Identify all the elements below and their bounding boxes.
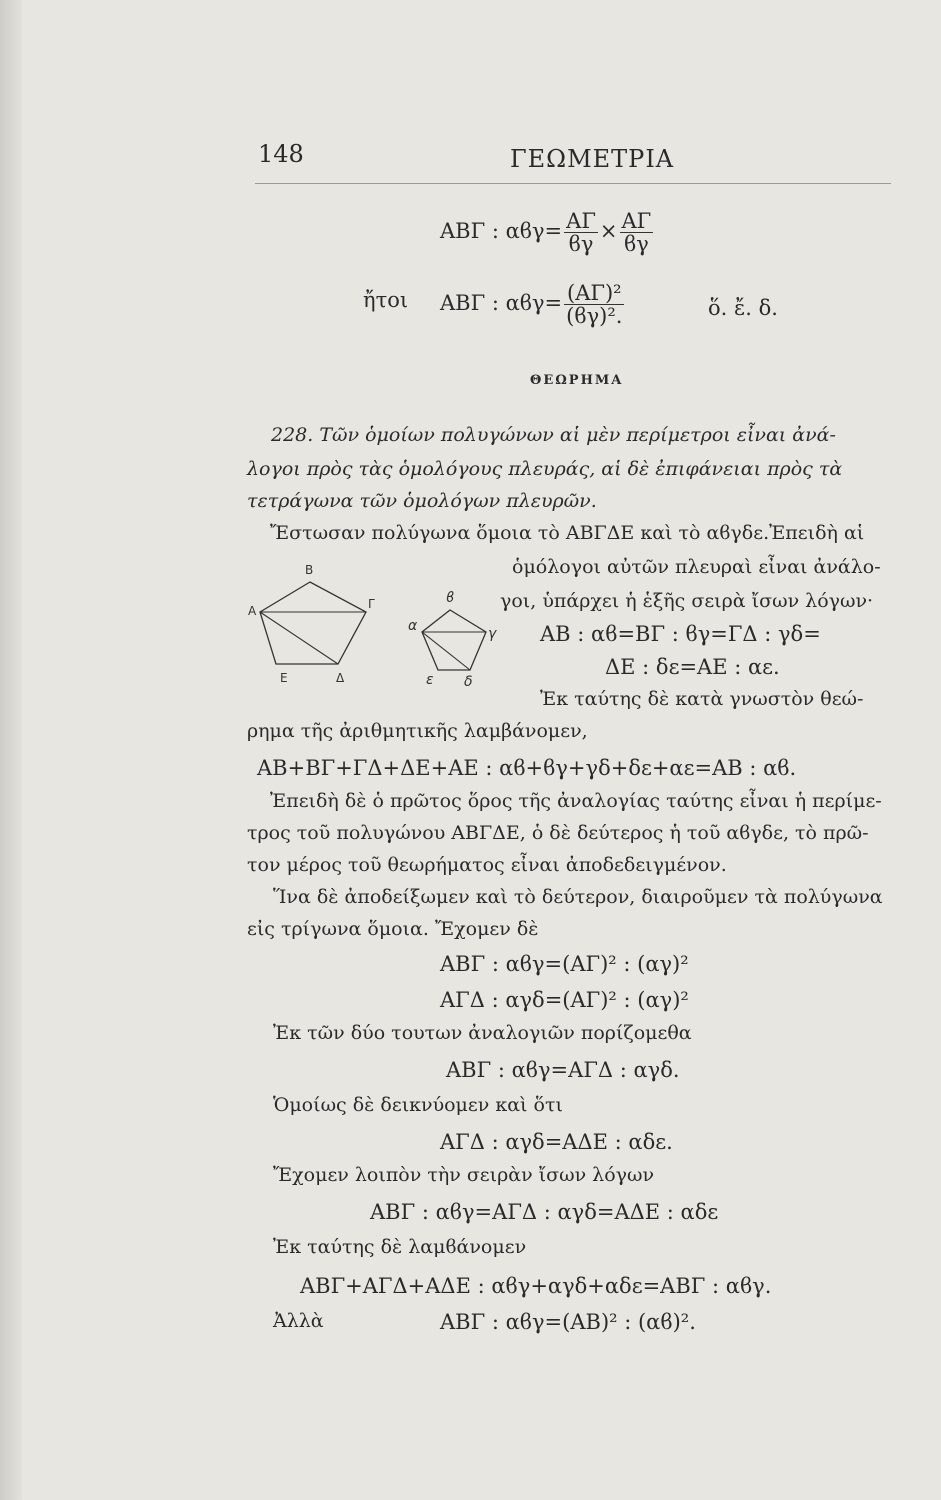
text-line-19: Ἐκ τῶν δύο τουτων ἀναλογιῶν πορίζομεθα bbox=[273, 1022, 692, 1044]
eq2-den-end: . bbox=[615, 304, 623, 329]
eq2-fraction bbox=[564, 282, 624, 327]
eq1-frac2-num: ΑΓ bbox=[621, 209, 652, 233]
text-line-23: Ἔχομεν λοιπὸν τὴν σειρὰν ἴσων λόγων bbox=[273, 1164, 655, 1186]
text-line-6: γοι, ὑπάρχει ἡ ἑξῆς σειρὰ ἴσων λόγων· bbox=[500, 590, 874, 612]
area-equation-7: ΑΒΓ : αϐγ=(ΑΒ)² : (αϐ)². bbox=[440, 1310, 696, 1334]
text-line-5: ὁμόλογοι αὐτῶν πλευραὶ εἶναι ἀνάλο- bbox=[512, 556, 881, 578]
eq1-frac2-den: ϐγ bbox=[623, 232, 649, 257]
area-equation-4: ΑΓΔ : αγδ=ΑΔΕ : αδε. bbox=[440, 1130, 673, 1154]
label-A: Α bbox=[248, 604, 257, 618]
label-a-small: α bbox=[408, 618, 418, 634]
area-equation-2: ΑΓΔ : αγδ=(ΑΓ)² : (αγ)² bbox=[440, 988, 689, 1012]
label-B: Β bbox=[305, 563, 314, 577]
equation-2 bbox=[440, 282, 626, 327]
page-edge bbox=[0, 0, 22, 1500]
perimeter-equation: ΑΒ+ΒΓ+ΓΔ+ΔΕ+ΑΕ : αϐ+ϐγ+γδ+δε+αε=ΑΒ : αϐ. bbox=[257, 756, 797, 780]
area-equation-6: ΑΒΓ+ΑΓΔ+ΑΔΕ : αϐγ+αγδ+αδε=ΑΒΓ : αϐγ. bbox=[300, 1274, 772, 1298]
label-E: Ε bbox=[280, 671, 288, 685]
text-line-16: εἰς τρίγωνα ὅμοια. Ἔχομεν δὲ bbox=[247, 918, 539, 940]
text-line-9: Ἐκ ταύτης δὲ κατὰ γνωστὸν θεώ- bbox=[540, 688, 864, 710]
eq1-times: × bbox=[599, 219, 618, 244]
text-line-4: Ἔστωσαν πολύγωνα ὅμοια τὸ ΑΒΓΔΕ καὶ τὸ αϐγδε.Ἐπειδὴ αἱ bbox=[270, 522, 865, 544]
eq1-frac1-den: ϐγ bbox=[568, 232, 594, 257]
eq2-prefix: ἤτοι bbox=[363, 288, 409, 312]
page-number: 148 bbox=[258, 140, 304, 168]
eq1-fraction-1 bbox=[564, 210, 598, 255]
large-pentagon-figure bbox=[240, 560, 400, 690]
eq1-frac1-num: ΑΓ bbox=[566, 209, 596, 233]
large-diagonal-ad bbox=[260, 612, 338, 664]
text-line-10: ρημα τῆς ἀριθμητικῆς λαμβάνομεν, bbox=[247, 720, 588, 742]
eq2-num: (ΑΓ)² bbox=[564, 282, 624, 305]
text-line-21: Ὁμοίως δὲ δεικνύομεν καὶ ὅτι bbox=[273, 1094, 563, 1116]
text-line-27: Ἀλλὰ bbox=[273, 1310, 324, 1332]
eq2-den bbox=[564, 305, 624, 327]
eq2-lhs: ΑΒΓ : αϐγ= bbox=[440, 291, 563, 316]
label-b-small: ϐ bbox=[446, 590, 455, 606]
theorem-line-1: 228. Τῶν ὁμοίων πολυγώνων αἱ μὲν περίμετροι εἶναι ἀνά- bbox=[271, 424, 836, 446]
qed-mark: ὅ. ἔ. δ. bbox=[708, 296, 778, 320]
label-D: Δ bbox=[336, 671, 345, 685]
ratio-line-2: ΔΕ : δε=ΑΕ : αε. bbox=[605, 655, 780, 679]
equation-1 bbox=[440, 210, 655, 255]
text-line-14: τον μέρος τοῦ θεωρήματος εἶναι ἀποδεδειγμένον. bbox=[247, 854, 727, 876]
text-line-25: Ἐκ ταύτης δὲ λαμϐάνομεν bbox=[273, 1236, 527, 1258]
eq1-fraction-2 bbox=[620, 210, 654, 255]
small-diagonal-ad bbox=[422, 632, 470, 670]
label-G: Γ bbox=[368, 597, 375, 611]
label-d-small: δ bbox=[464, 674, 473, 690]
area-equation-3: ΑΒΓ : αϐγ=ΑΓΔ : αγδ. bbox=[446, 1058, 680, 1082]
running-title: ΓΕΩΜΕΤΡΙΑ bbox=[510, 145, 675, 173]
ratio-line-1: ΑΒ : αϐ=ΒΓ : ϐγ=ΓΔ : γδ= bbox=[540, 622, 821, 646]
label-g-small: γ bbox=[488, 626, 497, 642]
theorem-line-3: τετράγωνα τῶν ὁμολόγων πλευρῶν. bbox=[247, 490, 597, 512]
text-line-15: Ἵνα δὲ ἀποδείξωμεν καὶ τὸ δεύτερον, διαιροῦμεν τὰ πολύγωνα bbox=[273, 886, 883, 908]
label-e-small: ε bbox=[426, 672, 434, 688]
theorem-line-2: λογοι πρὸς τὰς ὁμολόγους πλευράς, αἱ δὲ ἐπιφάνειαι πρὸς τὰ bbox=[247, 458, 843, 480]
text-line-13: τρος τοῦ πολυγώνου ΑΒΓΔΕ, ὁ δὲ δεύτερος ἡ τοῦ αϐγδε, τὸ πρῶ- bbox=[247, 822, 869, 844]
theorem-title: ΘΕΩΡΗΜΑ bbox=[530, 373, 624, 388]
header-rule bbox=[255, 183, 891, 184]
eq1-lhs: ΑΒΓ : αϐγ= bbox=[440, 219, 563, 244]
area-equation-5: ΑΒΓ : αϐγ=ΑΓΔ : αγδ=ΑΔΕ : αδε bbox=[370, 1200, 719, 1224]
eq2-den-text: (ϐγ)² bbox=[566, 304, 616, 329]
small-pentagon-figure bbox=[400, 580, 510, 690]
area-equation-1: ΑΒΓ : αϐγ=(ΑΓ)² : (αγ)² bbox=[440, 952, 689, 976]
text-line-12: Ἐπειδὴ δὲ ὁ πρῶτος ὅρος τῆς ἀναλογίας ταύτης εἶναι ἡ περίμε- bbox=[270, 790, 882, 812]
